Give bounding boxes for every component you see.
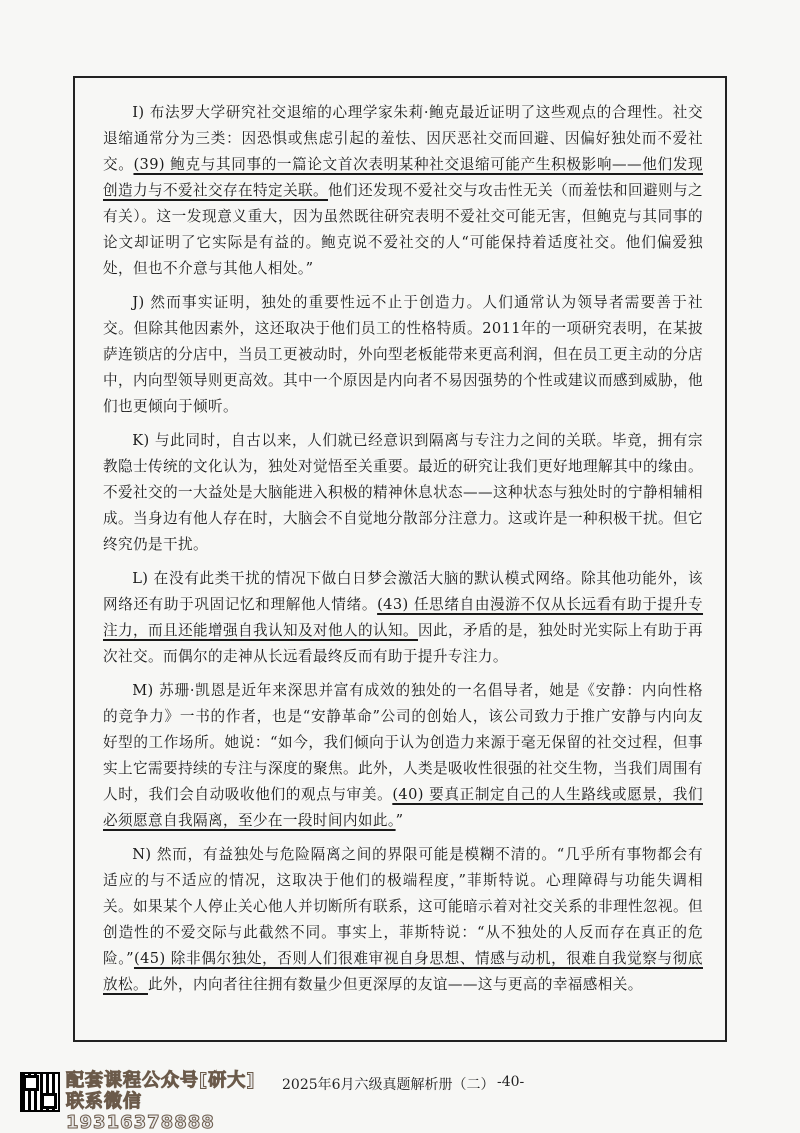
paragraph-m-part-1: M) 苏珊·凯恩是近年来深思并富有成效的独处的一名倡导者，她是《安静：内向性格的竞争力》一书的作者，也是“安静革命”公司的创始人，该公司致力于推广安静与内向友好型的工作场所。她说：“如今，我们倾向于认为创造力来源于毫无保留的社交过程，但事实上它需要持续的专注与深度的聚焦。此外，人类是吸收性很强的社交生物，当我们周围有人时，我们会自动吸收他们的观点与审美。 (103, 682, 703, 803)
paragraph-l (103, 566, 703, 670)
qr-code-icon (20, 1072, 60, 1112)
answer-40-sentence: (40) 要真正制定自己的人生路线或愿景，我们必须愿意自我隔离，至少在一段时间内如此。 (103, 786, 703, 829)
paragraph-j-text: J) 然而事实证明，独处的重要性远不止于创造力。人们通常认为领导者需要善于社交。但除其他因素外，这还取决于他们员工的性格特质。2011年的一项研究表明，在某披萨连锁店的分店中，当员工更被动时，外向型老板能带来更高利润，但在员工更主动的分店中，内向型领导则更高效。其中一个原因是内向者不易因强势的个性或建议而感到威胁，他们也更倾向于倾听。 (103, 294, 703, 415)
answer-39-sentence: (39) 鲍克与其同事的一篇论文首次表明某种社交退缩可能产生积极影响——他们发现创造力与不爱社交存在特定关联。 (103, 156, 703, 199)
paragraph-k (103, 428, 703, 558)
promo-line-2: 联系微信19316378888 (66, 1091, 215, 1133)
paragraph-n-part-1: N) 然而，有益独处与危险隔离之间的界限可能是模糊不清的。“几乎所有事物都会有适应的与不适应的情况，这取决于他们的极端程度，”菲斯特说。心理障碍与功能失调相关。如果某个人停止关心他人并切断所有联系，这可能暗示着对社交关系的非理性忽视。但创造性的不爱交际与此截然不同。事实上，菲斯特说：“从不独处的人反而存在真正的危险。” (103, 846, 703, 967)
paragraph-k-text: K) 与此同时，自古以来，人们就已经意识到隔离与专注力之间的关联。毕竟，拥有宗教隐士传统的文化认为，独处对觉悟至关重要。最近的研究让我们更好地理解其中的缘由。不爱社交的一大益处是大脑能进入积极的精神休息状态——这种状态与独处时的宁静相辅相成。当身边有他人存在时，大脑会不自觉地分散部分注意力。这或许是一种积极干扰。但它终究仍是干扰。 (103, 432, 703, 553)
paragraph-m (103, 678, 703, 834)
page-footer (0, 1070, 800, 1133)
paragraph-n-part-3: 此外，内向者往往拥有数量少但更深厚的友谊——这与更高的幸福感相关。 (147, 976, 643, 993)
promo-line-1: 配套课程公众号[研大] (66, 1070, 256, 1091)
page-number: -40- (497, 1074, 525, 1090)
paragraph-n (103, 842, 703, 998)
paragraph-m-part-3: ” (395, 812, 404, 829)
promo-watermark (66, 1070, 286, 1133)
book-title: 2025年6月六级真题解析册（二） (282, 1077, 495, 1093)
paragraph-l-part-1: L) 在没有此类干扰的情况下做白日梦会激活大脑的默认模式网络。除其他功能外，该网络还有助于巩固记忆和理解他人情绪。 (103, 570, 703, 613)
paragraph-j (103, 290, 703, 420)
paragraph-l-part-3: 因此，矛盾的是，独处时光实际上有助于再次社交。而偶尔的走神从长远看最终反而有助于提升专注力。 (103, 622, 703, 665)
paragraph-i-part-3: 他们还发现不爱社交与攻击性无关（而羞怯和回避则与之有关）。这一发现意义重大，因为虽然既往研究表明不爱社交可能无害，但鲍克与其同事的论文却证明了它实际是有益的。鲍克说不爱社交的人“可能保持着适度社交。他们偏爱独处，但也不介意与其他人相处。” (103, 182, 703, 277)
answer-43-sentence: (43) 任思绪自由漫游不仅从长远看有助于提升专注力，而且还能增强自我认知及对他人的认知。 (103, 596, 704, 639)
answer-45-sentence: (45) 除非偶尔独处，否则人们很难审视自身思想、情感与动机，很难自我觉察与彻底放松。 (103, 950, 703, 993)
reading-passage (103, 100, 703, 1006)
paragraph-i-part-1: I) 布法罗大学研究社交退缩的心理学家朱莉·鲍克最近证明了这些观点的合理性。社交退缩通常分为三类：因恐惧或焦虑引起的羞怯、因厌恶社交而回避、因偏好独处而不爱社交。 (103, 104, 703, 173)
paragraph-i (103, 100, 703, 282)
